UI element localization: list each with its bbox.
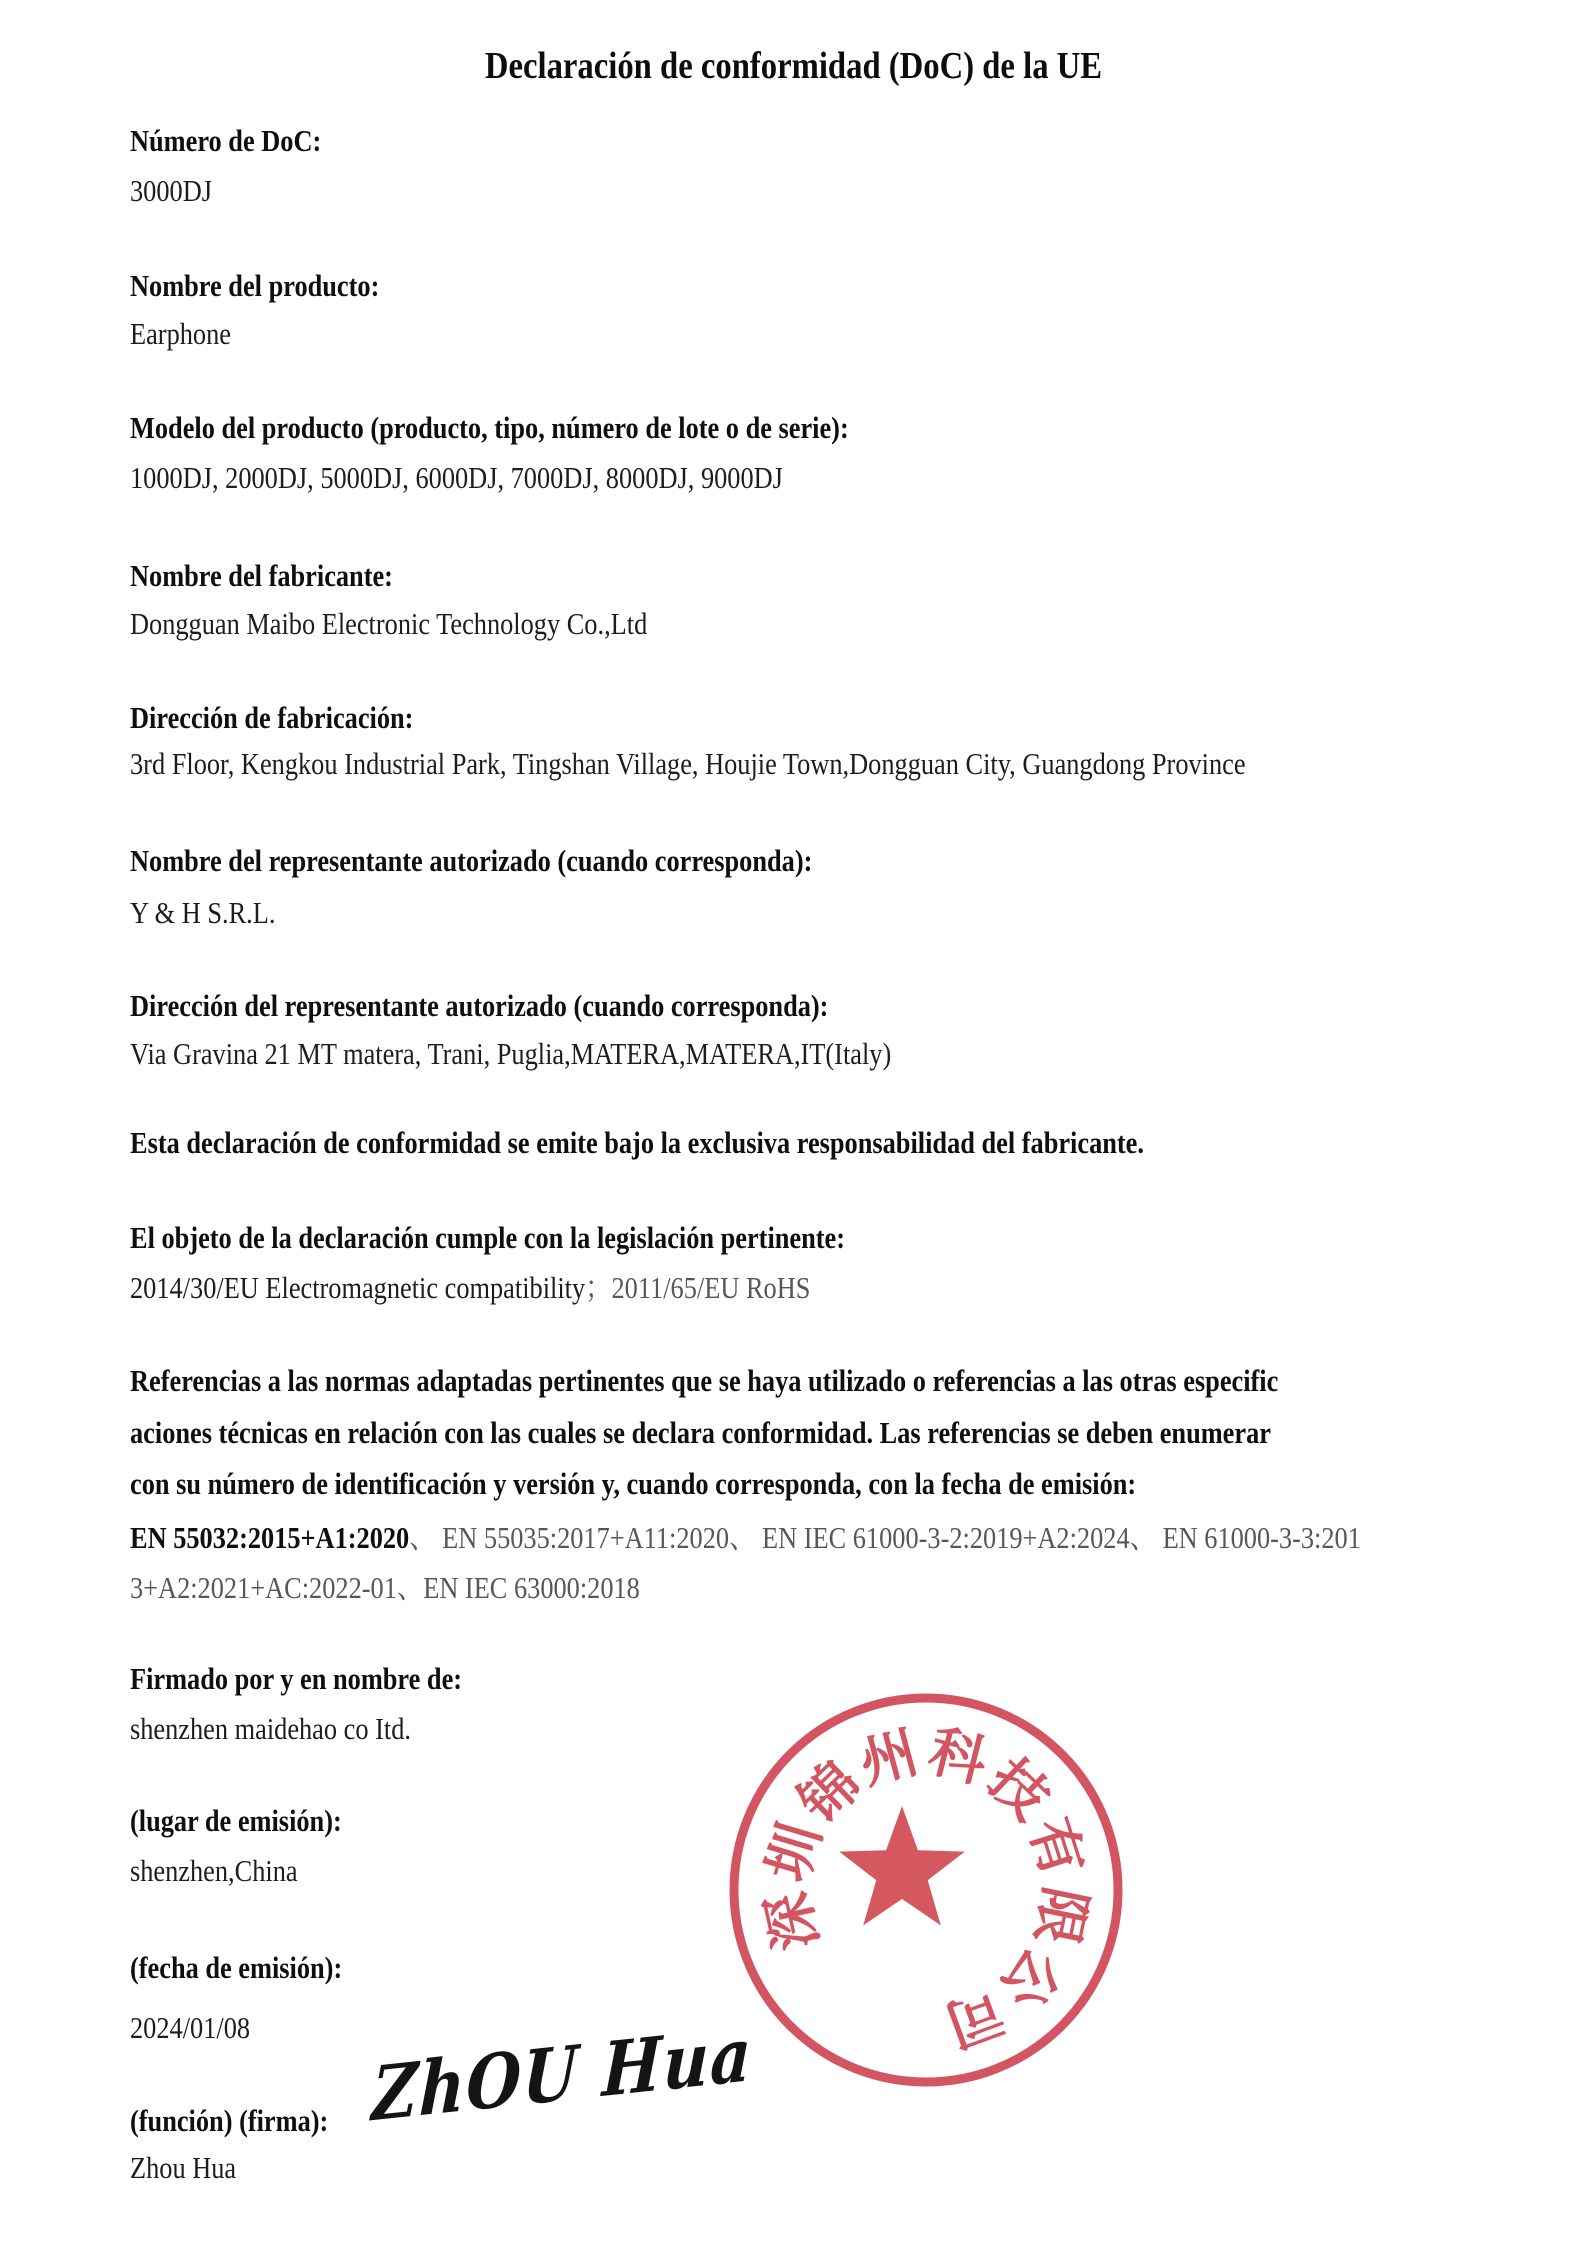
standards-line1 [130,1520,1361,1556]
field-label-representative-name: Nombre del representante autorizado (cuando corresponda): [130,843,813,878]
field-value-doc-number: 3000DJ [130,173,212,208]
legislation-secondary: 2011/65/EU RoHS [611,1270,811,1305]
standards-primary: EN 55032:2015+A1:2020 [130,1520,410,1555]
standards-line1-rest: 、 EN 55035:2017+A11:2020、 EN IEC 61000-3-2:2019+A2:2024、 EN 61000-3-3:201 [409,1520,1361,1555]
responsibility-statement: Esta declaración de conformidad se emite bajo la exclusiva responsabilidad del fabricante. [130,1125,1144,1160]
stamp-star-icon [839,1806,965,1925]
stamp-text: 深圳锦州科技有限公司 [754,1718,1098,2059]
field-value-product-name: Earphone [130,316,231,351]
signed-by-label: Firmado por y en nombre de: [130,1661,463,1696]
company-stamp [718,1682,1134,2098]
date-of-issue-label: (fecha de emisión): [130,1950,343,1985]
legislation-label: El objeto de la declaración cumple con la legislación pertinente: [130,1220,846,1255]
date-of-issue-value: 2024/01/08 [130,2010,251,2045]
handwritten-signature: ZhOU Hua [370,2011,755,2139]
references-label-line2: aciones técnicas en relación con las cuales se declara conformidad. Las referencias se deben enumerar [130,1415,1271,1450]
field-value-product-model: 1000DJ, 2000DJ, 5000DJ, 6000DJ, 7000DJ, 8000DJ, 9000DJ [130,460,783,495]
field-label-manufacturing-address: Dirección de fabricación: [130,700,414,735]
legislation-value [130,1270,810,1306]
doc-title: Declaración de conformidad (DoC) de la UE [484,45,1103,87]
field-label-product-name: Nombre del producto: [130,268,380,303]
field-value-representative-address: Via Gravina 21 MT matera, Trani, Puglia,MATERA,MATERA,IT(Italy) [130,1036,892,1071]
legislation-primary: 2014/30/EU Electromagnetic compatibility [130,1270,586,1305]
signed-by-value: shenzhen maidehao co Itd. [130,1711,411,1746]
place-of-issue-label: (lugar de emisión): [130,1803,342,1838]
field-label-doc-number: Número de DoC: [130,123,322,158]
field-label-manufacturer-name: Nombre del fabricante: [130,558,393,593]
standards-line2: 3+A2:2021+AC:2022-01、EN IEC 63000:2018 [130,1570,640,1605]
references-label-line1: Referencias a las normas adaptadas pertinentes que se haya utilizado o referencias a las otras especific [130,1363,1279,1398]
function-signature-value: Zhou Hua [130,2150,237,2185]
field-value-representative-name: Y & H S.R.L. [130,895,276,930]
references-label-line3: con su número de identificación y versión y, cuando corresponda, con la fecha de emisión: [130,1466,1137,1501]
field-value-manufacturer-name: Dongguan Maibo Electronic Technology Co.,Ltd [130,606,648,641]
place-of-issue-value: shenzhen,China [130,1853,298,1888]
legislation-separator: ； [585,1270,612,1305]
function-signature-label: (función) (firma): [130,2103,329,2138]
field-label-representative-address: Dirección del representante autorizado (cuando corresponda): [130,988,829,1023]
field-label-product-model: Modelo del producto (producto, tipo, número de lote o de serie): [130,410,849,445]
field-value-manufacturing-address: 3rd Floor, Kengkou Industrial Park, Tingshan Village, Houjie Town,Dongguan City, Guangdong Province [130,746,1246,781]
